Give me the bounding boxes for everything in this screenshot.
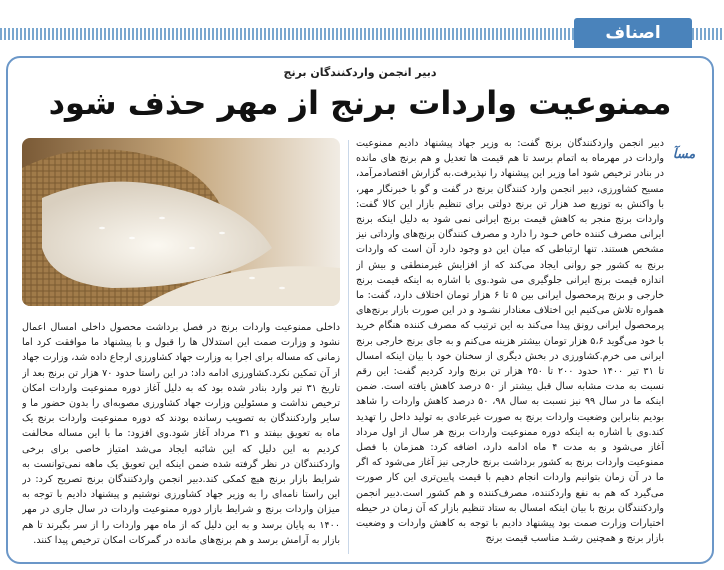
article-body-right-column	[356, 136, 664, 556]
article-kicker: دبیر انجمن واردکنندگان برنج	[283, 66, 437, 79]
column-divider	[348, 140, 349, 554]
section-tab[interactable]: اصناف	[574, 18, 692, 48]
section-header	[0, 0, 724, 44]
article-headline: ممنوعیت واردات برنج از مهر حذف شود	[48, 84, 672, 122]
publication-logo: مسآ	[672, 147, 696, 162]
article-paragraph: داخلی ممنوعیت واردات برنج در فصل برداشت محصول داخلی امسال اعمال نشود و وزارت صمت این استدلال ها را قبول و با پیشنهاد ما موافقت کرد اما زمانی که مساله برای اجرا به وزارت جهاد کشاورزی ارجاع داده شد، وزارت جهاد از آن تمکین نکرد.کشاورزی ادامه داد: در این راستا حدود ۷۰ هزار تن برنج بعد از تاریخ ۳۱ تیر وارد بنادر شده بود که به دلیل آغاز دوره ممنوعیت واردات امکان ترخیص نداشت و مسئولین وزارت جهاد کشاورزی مصوبه‌ای را بدون حضور ما و سایر واردکنندگان به تصویب رسانده بودند که دوره ممنوعیت واردات برنج یک ماه به تعویق بیفتد و ۳۱ مرداد آغاز شود.وی افزود: ما با این مساله مخالفت کردیم به این دلیل که این شائبه ایجاد می‌شد امتیاز خاصی برای برخی واردکنندگان در نظر گرفته شده ضمن اینکه این تعویق یک ماهه نمی‌توانست به شرایط بازار برنج هیچ کمکی کند.دبیر انجمن واردکنندگان برنج تصریح کرد: در این راستا نامه‌ای را به وزیر جهاد کشاورزی نوشتیم و پیشنهاد دادیم با توجه به میزان واردات برنج و شرایط بازار دوره ممنوعیت واردات در سال جاری در مهر ۱۴۰۰ به پایان برسد و به این دلیل که از ماه مهر واردات را از سر بگیرند تا هم بازار به آرامش برسد و هم برنج‌های مانده در گمرکات امکان ترخیص پیدا کنند.	[22, 322, 340, 546]
article-paragraph: دبیر انجمن واردکنندگان برنج گفت: به وزیر جهاد پیشنهاد دادیم ممنوعیت واردات در مهرماه به اتمام برسد تا هم قیمت ها تعدیل و هم برنج های مانده در بنادر ترخیص شود اما وزیر این پیشنهاد را نپذیرفت.به گزارش اقتصادمرآمد، مسیح کشاورزی، دبیر انجمن وارد کنندگان برنج در گفت و گو با خبرنگار مهر، با واکنش به توزیع صد هزار تن برنج دولتی برای تنظیم بازار این کالا گفت: واردات برنج منجر به کاهش قیمت برنج ایرانی نمی شود به دلیل اینکه برنج ایرانی مصرف کننده خاص خـود را دارد و مصرف کنندگان برنج‌های وارداتی نیز مشخص هستند. تنها ارتباطی که میان این دو وجود دارد آن است که واردات برنج به کشور جو روانی ایجاد می‌کند که از افزایش غیرمنطقی و بیش از اندازه قیمت برنج ایرانی جلوگیری می شود.وی با اشاره به اینکه قیمت برنج خارجی و برنج پرمحصول ایرانی بین ۵ تا ۶ هزار تومان اختلاف دارد، گفت: ما همواره تلاش می‌کنیم این اختلاف معنادار نشـود و در این صورت بازار برنج‌های پرمحصول ایرانی رونق پیدا می‌کند به این ترتیب که مصرف کننده هنگام خرید با خود می‌گوید ۵،۶ هزار تومان بیشتر هزینه می‌کنم و به جای برنج خارجی برنج ایرانی می خرم.کشاورزی در بخش دیگری از سخنان خود با بیان اینکه امسال تا ۳۱ تیر ۱۴۰۰ حدود ۲۰۰ تا ۲۵۰ هزار تن برنج وارد کردیم گفت: این رقم نسبت به مدت مشابه سال قبل بیشتر از ۵۰ درصد کاهش یافته است. ضمن اینکه ما در سال ۹۹ نیز نسبت به سال ۹۸، ۵۰ درصد کاهش واردات را شاهد بودیم بنابراین وضعیت واردات برنج به صورت غیرعادی به تولید داخل را تهدید کند.وی با اشاره به اینکه دوره ممنوعیت واردات برنج هر سال از اول مرداد آغاز می‌شود و به مدت ۴ ماه ادامه دارد، اضافه کرد: همزمان با فصل ممنوعیت واردات برنج به کشور برداشت برنج خارجی نیز آغاز می‌شود که اگر ما در آن زمان بتوانیم واردات انجام دهیم با قیمت پایین‌تری این کار صورت می‌گیرد که هم به نفع واردکننده، مصرف‌کننده و هم کشور است.دبیر انجمن واردکنندگان برنج با بیان اینکه امسال به ستاد تنظیم بازار که آن زمان در حیطه اختیارات وزارت صمت بود پیشنهاد دادیم با توجه به کاهش واردات و وضعیت بازار برنج و همچنین رشـد مناسب قیمت برنج	[356, 138, 664, 545]
article-frame	[6, 56, 714, 564]
rice-sack-photo	[22, 138, 340, 306]
article-body-left-column	[22, 320, 340, 556]
